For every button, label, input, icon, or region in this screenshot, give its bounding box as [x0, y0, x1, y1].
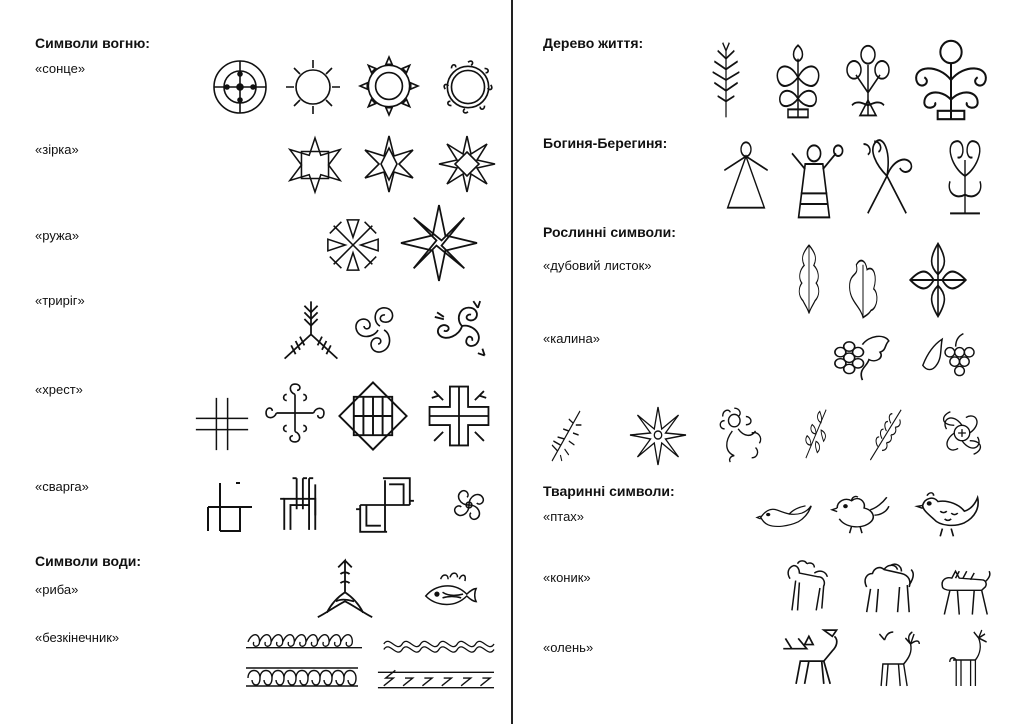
goddess-figure-icon — [781, 140, 847, 220]
four-petal-flower-icon — [933, 404, 991, 462]
wave-double-icon — [382, 632, 494, 656]
tree-of-life-leaves-icon — [768, 40, 828, 120]
rose-icon — [322, 216, 384, 274]
infinity-label: «безкінечник» — [35, 630, 120, 645]
oak-leaf-cross-icon — [906, 238, 970, 322]
star-icon — [286, 136, 344, 194]
cross-icon — [194, 396, 250, 452]
trirog-icon — [278, 292, 344, 368]
svarga-spiral-icon — [440, 476, 498, 534]
fish-icon — [302, 556, 388, 624]
sun-rays-icon — [283, 57, 343, 117]
cornflower-icon — [630, 405, 686, 465]
horse-geometric-icon — [935, 566, 991, 618]
sun-spirals-icon — [437, 56, 499, 118]
deer-antlers-icon — [869, 630, 921, 690]
trirog-branch-icon — [428, 292, 496, 360]
viburnum-icon — [825, 326, 891, 382]
horse-icon — [777, 560, 833, 616]
svarga-meander-icon — [354, 474, 416, 536]
viburnum-berries-icon — [917, 328, 975, 384]
right-page — [513, 0, 1024, 724]
tree-of-life-flowers-icon — [838, 42, 898, 118]
star-eight-point-icon — [437, 134, 497, 194]
goddess-heading: Богиня-Берегиня: — [543, 135, 668, 151]
wave-zigzag-icon — [376, 668, 494, 692]
sun-label: «сонце» — [35, 61, 86, 76]
wheat-ear-icon — [863, 404, 907, 462]
oak-leaf-outline-icon — [843, 248, 883, 320]
rose-star-icon — [398, 205, 480, 281]
tree-of-life-icon — [701, 40, 751, 120]
star-label: «зірка» — [35, 142, 79, 157]
bird-rooster-icon — [916, 488, 982, 546]
sun-icon — [210, 57, 270, 117]
bird-label: «птах» — [543, 509, 585, 524]
deer-icon — [779, 626, 843, 688]
svarga-icon — [200, 477, 260, 537]
svarga-comb-icon — [276, 472, 338, 534]
cross-diamond-icon — [337, 380, 409, 452]
fire-symbols-heading: Символи вогню: — [35, 35, 150, 51]
cross-curl-icon — [264, 382, 326, 444]
horse-mane-icon — [857, 558, 915, 616]
sprig-icon — [545, 405, 587, 465]
oak-leaf-icon — [791, 240, 827, 316]
goddess-ornament-icon — [937, 136, 993, 216]
leaf-sprig-icon — [797, 404, 835, 460]
water-symbols-heading: Символи води: — [35, 553, 142, 569]
tree-of-life-heading: Дерево життя: — [543, 35, 644, 51]
oak-leaf-label: «дубовий листок» — [543, 258, 652, 273]
left-page — [0, 0, 511, 724]
fish-ornament-icon — [404, 568, 496, 624]
wave-curl-icon — [244, 664, 360, 690]
goddess-stylized-icon — [855, 136, 919, 216]
horse-label: «коник» — [543, 570, 591, 585]
cross-branch-icon — [425, 382, 493, 450]
star-diamond-icon — [359, 134, 419, 194]
viburnum-label: «калина» — [543, 331, 600, 346]
animal-symbols-heading: Тваринні символи: — [543, 483, 675, 499]
wave-spiral-icon — [246, 628, 362, 652]
rose-label: «ружа» — [35, 228, 80, 243]
deer-label: «олень» — [543, 640, 594, 655]
fish-label: «риба» — [35, 582, 79, 597]
plant-symbols-heading: Рослинні символи: — [543, 224, 676, 240]
sun-triangles-icon — [358, 55, 420, 117]
deer-geometric-icon — [945, 630, 993, 690]
trirog-label: «триріг» — [35, 293, 85, 308]
bird-chick-icon — [831, 490, 893, 544]
flower-branch-icon — [713, 402, 771, 464]
cross-label: «хрест» — [35, 382, 83, 397]
bird-icon — [757, 497, 813, 541]
tree-of-life-ornate-icon — [911, 38, 991, 122]
trirog-spiral-icon — [350, 296, 410, 360]
goddess-simple-icon — [721, 140, 771, 210]
svarga-label: «сварга» — [35, 479, 89, 494]
